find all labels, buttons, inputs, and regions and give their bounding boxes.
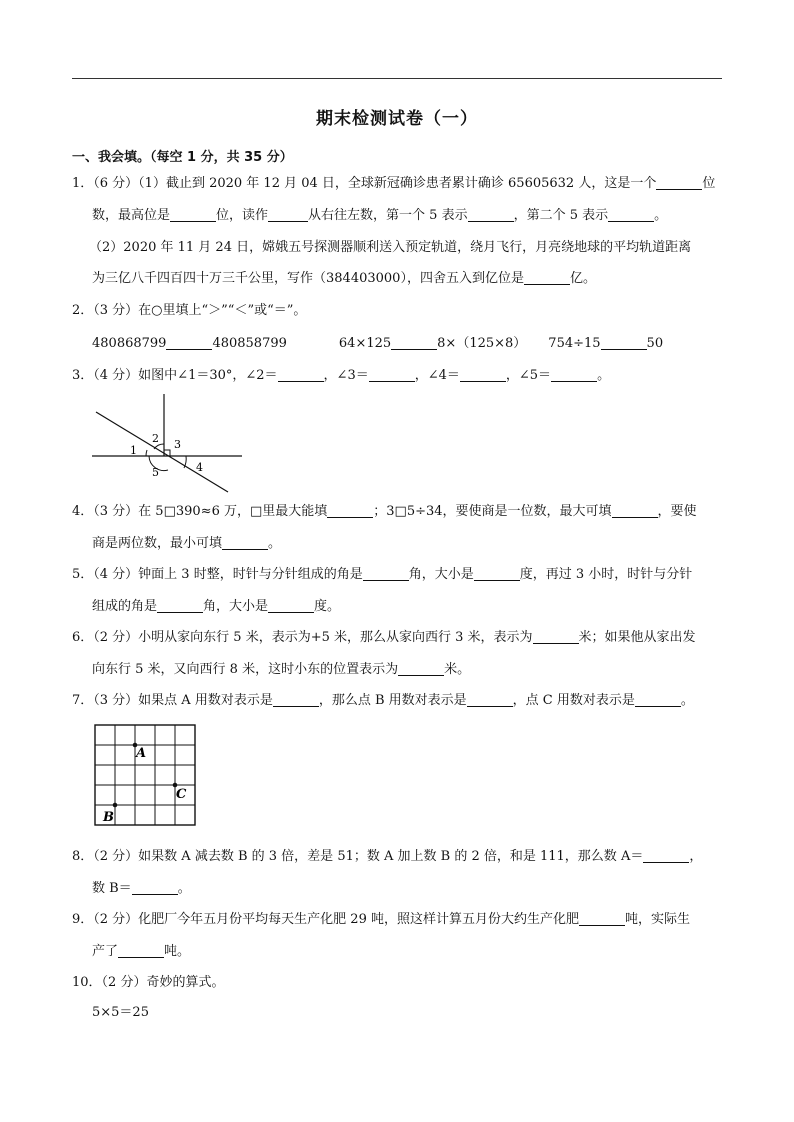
compare-blank[interactable] bbox=[391, 335, 437, 350]
answer-blank[interactable] bbox=[533, 629, 579, 644]
q5-line-2: 组成的角是 角，大小是 度。 bbox=[92, 599, 341, 614]
answer-blank[interactable] bbox=[268, 207, 308, 222]
angle-label-1: 1 bbox=[130, 444, 137, 457]
angle-diagram bbox=[88, 392, 250, 496]
q6-line-1: 6．（2 分）小明从家向东行 5 米，表示为+5 米，那么从家向西行 3 米，表示为 米；如果他从家出发 bbox=[72, 630, 696, 645]
answer-blank[interactable] bbox=[474, 566, 520, 581]
answer-blank[interactable] bbox=[327, 503, 373, 518]
answer-blank[interactable] bbox=[398, 661, 444, 676]
angle-label-5: 5 bbox=[152, 466, 159, 479]
point-label-b: B bbox=[103, 810, 114, 825]
q7-line-1: 7．（3 分）如果点 A 用数对表示是 ，那么点 B 用数对表示是 ，点 C 用数对表示是 。 bbox=[72, 693, 694, 708]
q10-line-2: 5×5＝25 bbox=[92, 1005, 149, 1020]
answer-blank[interactable] bbox=[369, 367, 415, 382]
slanted-line bbox=[96, 412, 228, 492]
answer-blank[interactable] bbox=[551, 367, 597, 382]
compare-blank[interactable] bbox=[166, 335, 212, 350]
answer-blank[interactable] bbox=[467, 692, 513, 707]
q2-line-1: 2．（3 分）在○里填上“＞”“＜”或“＝”。 bbox=[72, 303, 307, 318]
answer-blank[interactable] bbox=[222, 535, 268, 550]
q8-line-2: 数 B＝ 。 bbox=[92, 881, 191, 896]
point-label-a: A bbox=[136, 746, 147, 761]
answer-blank[interactable] bbox=[656, 175, 702, 190]
answer-blank[interactable] bbox=[524, 270, 570, 285]
q1-line-3: （2）2020 年 11 月 24 日，嫦娥五号探测器顺利送入预定轨道，绕月飞行，月亮绕地球的平均轨道距离 bbox=[89, 240, 692, 255]
section-heading-1: 一、我会填。（每空 1 分，共 35 分） bbox=[72, 150, 293, 165]
q4-line-2: 商是两位数，最小可填 。 bbox=[92, 536, 282, 551]
answer-blank[interactable] bbox=[612, 503, 658, 518]
answer-blank[interactable] bbox=[170, 207, 216, 222]
top-rule bbox=[72, 78, 722, 79]
answer-blank[interactable] bbox=[635, 692, 681, 707]
q4-line-1: 4．（3 分）在 5□390≈6 万，□里最大能填 ；3□5÷34，要使商是一位数，最大可填 ，要使 bbox=[72, 504, 697, 519]
q9-line-1: 9．（2 分）化肥厂今年五月份平均每天生产化肥 29 吨，照这样计算五月份大约生产化肥 吨，实际生 bbox=[72, 912, 690, 927]
point-b bbox=[113, 803, 118, 808]
answer-blank[interactable] bbox=[363, 566, 409, 581]
q9-line-2: 产了 吨。 bbox=[92, 944, 191, 959]
answer-blank[interactable] bbox=[460, 367, 506, 382]
page-title: 期末检测试卷（一） bbox=[316, 109, 478, 129]
answer-blank[interactable] bbox=[468, 207, 514, 222]
answer-blank[interactable] bbox=[278, 367, 324, 382]
answer-blank[interactable] bbox=[643, 848, 689, 863]
q6-line-2: 向东行 5 米，又向西行 8 米，这时小东的位置表示为 米。 bbox=[92, 662, 471, 677]
compare-blank[interactable] bbox=[601, 335, 647, 350]
grid-diagram bbox=[94, 724, 198, 828]
angle-label-3: 3 bbox=[174, 438, 181, 451]
q3-line-1: 3．（4 分）如图中∠1＝30°，∠2＝ ，∠3＝ ，∠4＝ ，∠5＝ 。 bbox=[72, 368, 611, 383]
q2-comparisons: 480868799 480858799 64×125 8×（125×8） 754÷15 50 bbox=[92, 336, 664, 351]
angle-1-arc bbox=[146, 450, 147, 456]
answer-blank[interactable] bbox=[157, 598, 203, 613]
q1-line-4: 为三亿八千四百四十万三千公里，写作（384403000），四舍五入到亿位是 亿。 bbox=[92, 271, 596, 286]
q8-line-1: 8．（2 分）如果数 A 减去数 B 的 3 倍，差是 51；数 A 加上数 B 的 2 倍，和是 111，那么数 A＝ ， bbox=[72, 849, 703, 864]
answer-blank[interactable] bbox=[132, 880, 178, 895]
answer-blank[interactable] bbox=[579, 911, 625, 926]
answer-blank[interactable] bbox=[268, 598, 314, 613]
angle-label-2: 2 bbox=[152, 432, 159, 445]
point-label-c: C bbox=[176, 787, 187, 802]
answer-blank[interactable] bbox=[273, 692, 319, 707]
q5-line-1: 5．（4 分）钟面上 3 时整，时针与分针组成的角是 角，大小是 度，再过 3 小时，时针与分针 bbox=[72, 567, 693, 582]
answer-blank[interactable] bbox=[608, 207, 654, 222]
angle-label-4: 4 bbox=[196, 461, 203, 474]
q1-line-2: 数，最高位是 位，读作 从右往左数，第一个 5 表示 ，第二个 5 表示 。 bbox=[92, 208, 668, 223]
answer-blank[interactable] bbox=[118, 943, 164, 958]
q10-line-1: 10．（2 分）奇妙的算式。 bbox=[72, 975, 225, 990]
q1-line-1: 1．（6 分）（1）截止到 2020 年 12 月 04 日，全球新冠确诊患者累计确诊 65605632 人，这是一个 位 bbox=[72, 176, 716, 191]
